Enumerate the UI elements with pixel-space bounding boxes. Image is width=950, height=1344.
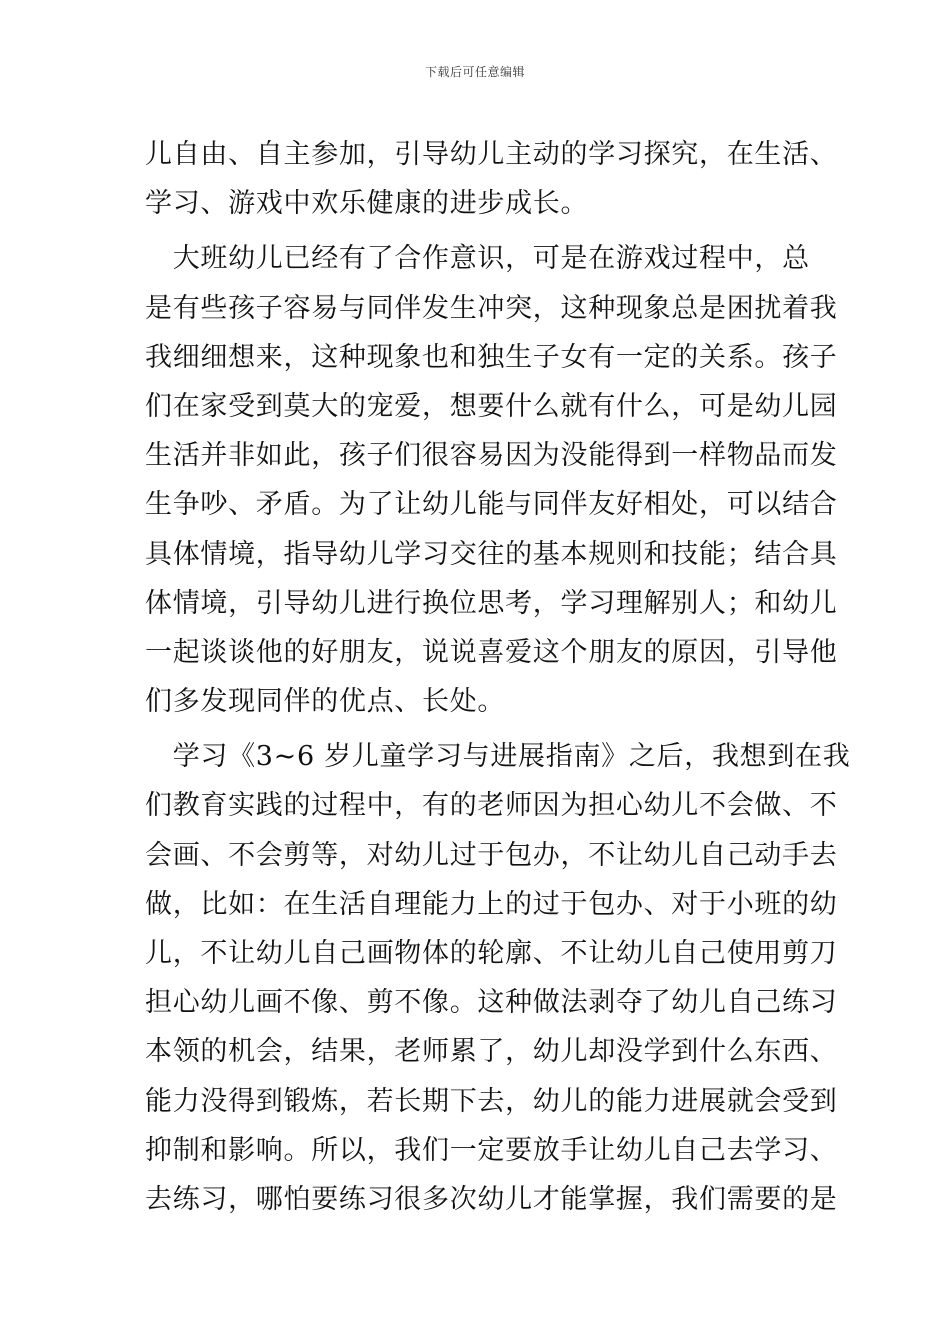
text-line: 体情境，引导幼儿进行换位思考，学习理解别人；和幼儿: [145, 587, 838, 619]
text-line: 儿自由、自主参加，引导幼儿主动的学习探究，在生活、: [145, 139, 838, 170]
text-line: 大班幼儿已经有了合作意识，可是在游戏过程中，总: [145, 243, 810, 275]
text-line: 儿，不让幼儿自己画物体的轮廓、不让幼儿自己使用剪刀: [145, 938, 838, 969]
text-line: 能力没得到锻炼，若长期下去，幼儿的能力进展就会受到: [145, 1085, 838, 1117]
text-line: 做，比如：在生活自理能力上的过于包办、对于小班的幼: [145, 888, 838, 920]
text-line: 生活并非如此，孩子们很容易因为没能得到一样物品而发: [145, 440, 838, 472]
text-line: 具体情境，指导幼儿学习交往的基本规则和技能；结合具: [145, 538, 838, 570]
text-line: 学习《3~6 岁儿童学习与进展指南》之后，我想到在我: [145, 741, 851, 773]
page-header: 下载后可任意编辑: [424, 65, 525, 79]
paragraph-1: [145, 130, 838, 228]
text-line: 抑制和影响。所以，我们一定要放手让幼儿自己去学习、: [145, 1134, 838, 1166]
text-line: 学习、游戏中欢乐健康的进步成长。: [145, 188, 589, 220]
text-line: 们教育实践的过程中，有的老师因为担心幼儿不会做、不: [145, 790, 838, 822]
text-line: 本领的机会，结果，老师累了，幼儿却没学到什么东西、: [145, 1036, 838, 1068]
text-line: 我细细想来，这种现象也和独生子女有一定的关系。孩子: [145, 341, 838, 373]
text-line: 担心幼儿画不像、剪不像。这种做法剥夺了幼儿自己练习: [145, 987, 838, 1019]
text-line: 们多发现同伴的优点、长处。: [145, 686, 506, 718]
text-line: 是有些孩子容易与同伴发生冲突，这种现象总是困扰着我: [145, 292, 838, 324]
text-line: 会画、不会剪等，对幼儿过于包办，不让幼儿自己动手去: [145, 839, 838, 871]
text-line: 生争吵、矛盾。为了让幼儿能与同伴友好相处，可以结合: [145, 489, 838, 521]
text-line: 一起谈谈他的好朋友，说说喜爱这个朋友的原因，引导他: [145, 636, 838, 668]
text-line: 去练习，哪怕要练习很多次幼儿才能掌握，我们需要的是: [145, 1183, 838, 1215]
paragraph-2: [145, 234, 838, 726]
paragraph-3: [145, 732, 851, 1224]
text-line: 们在家受到莫大的宠爱，想要什么就有什么，可是幼儿园: [145, 390, 838, 422]
document-body: [145, 130, 851, 1224]
